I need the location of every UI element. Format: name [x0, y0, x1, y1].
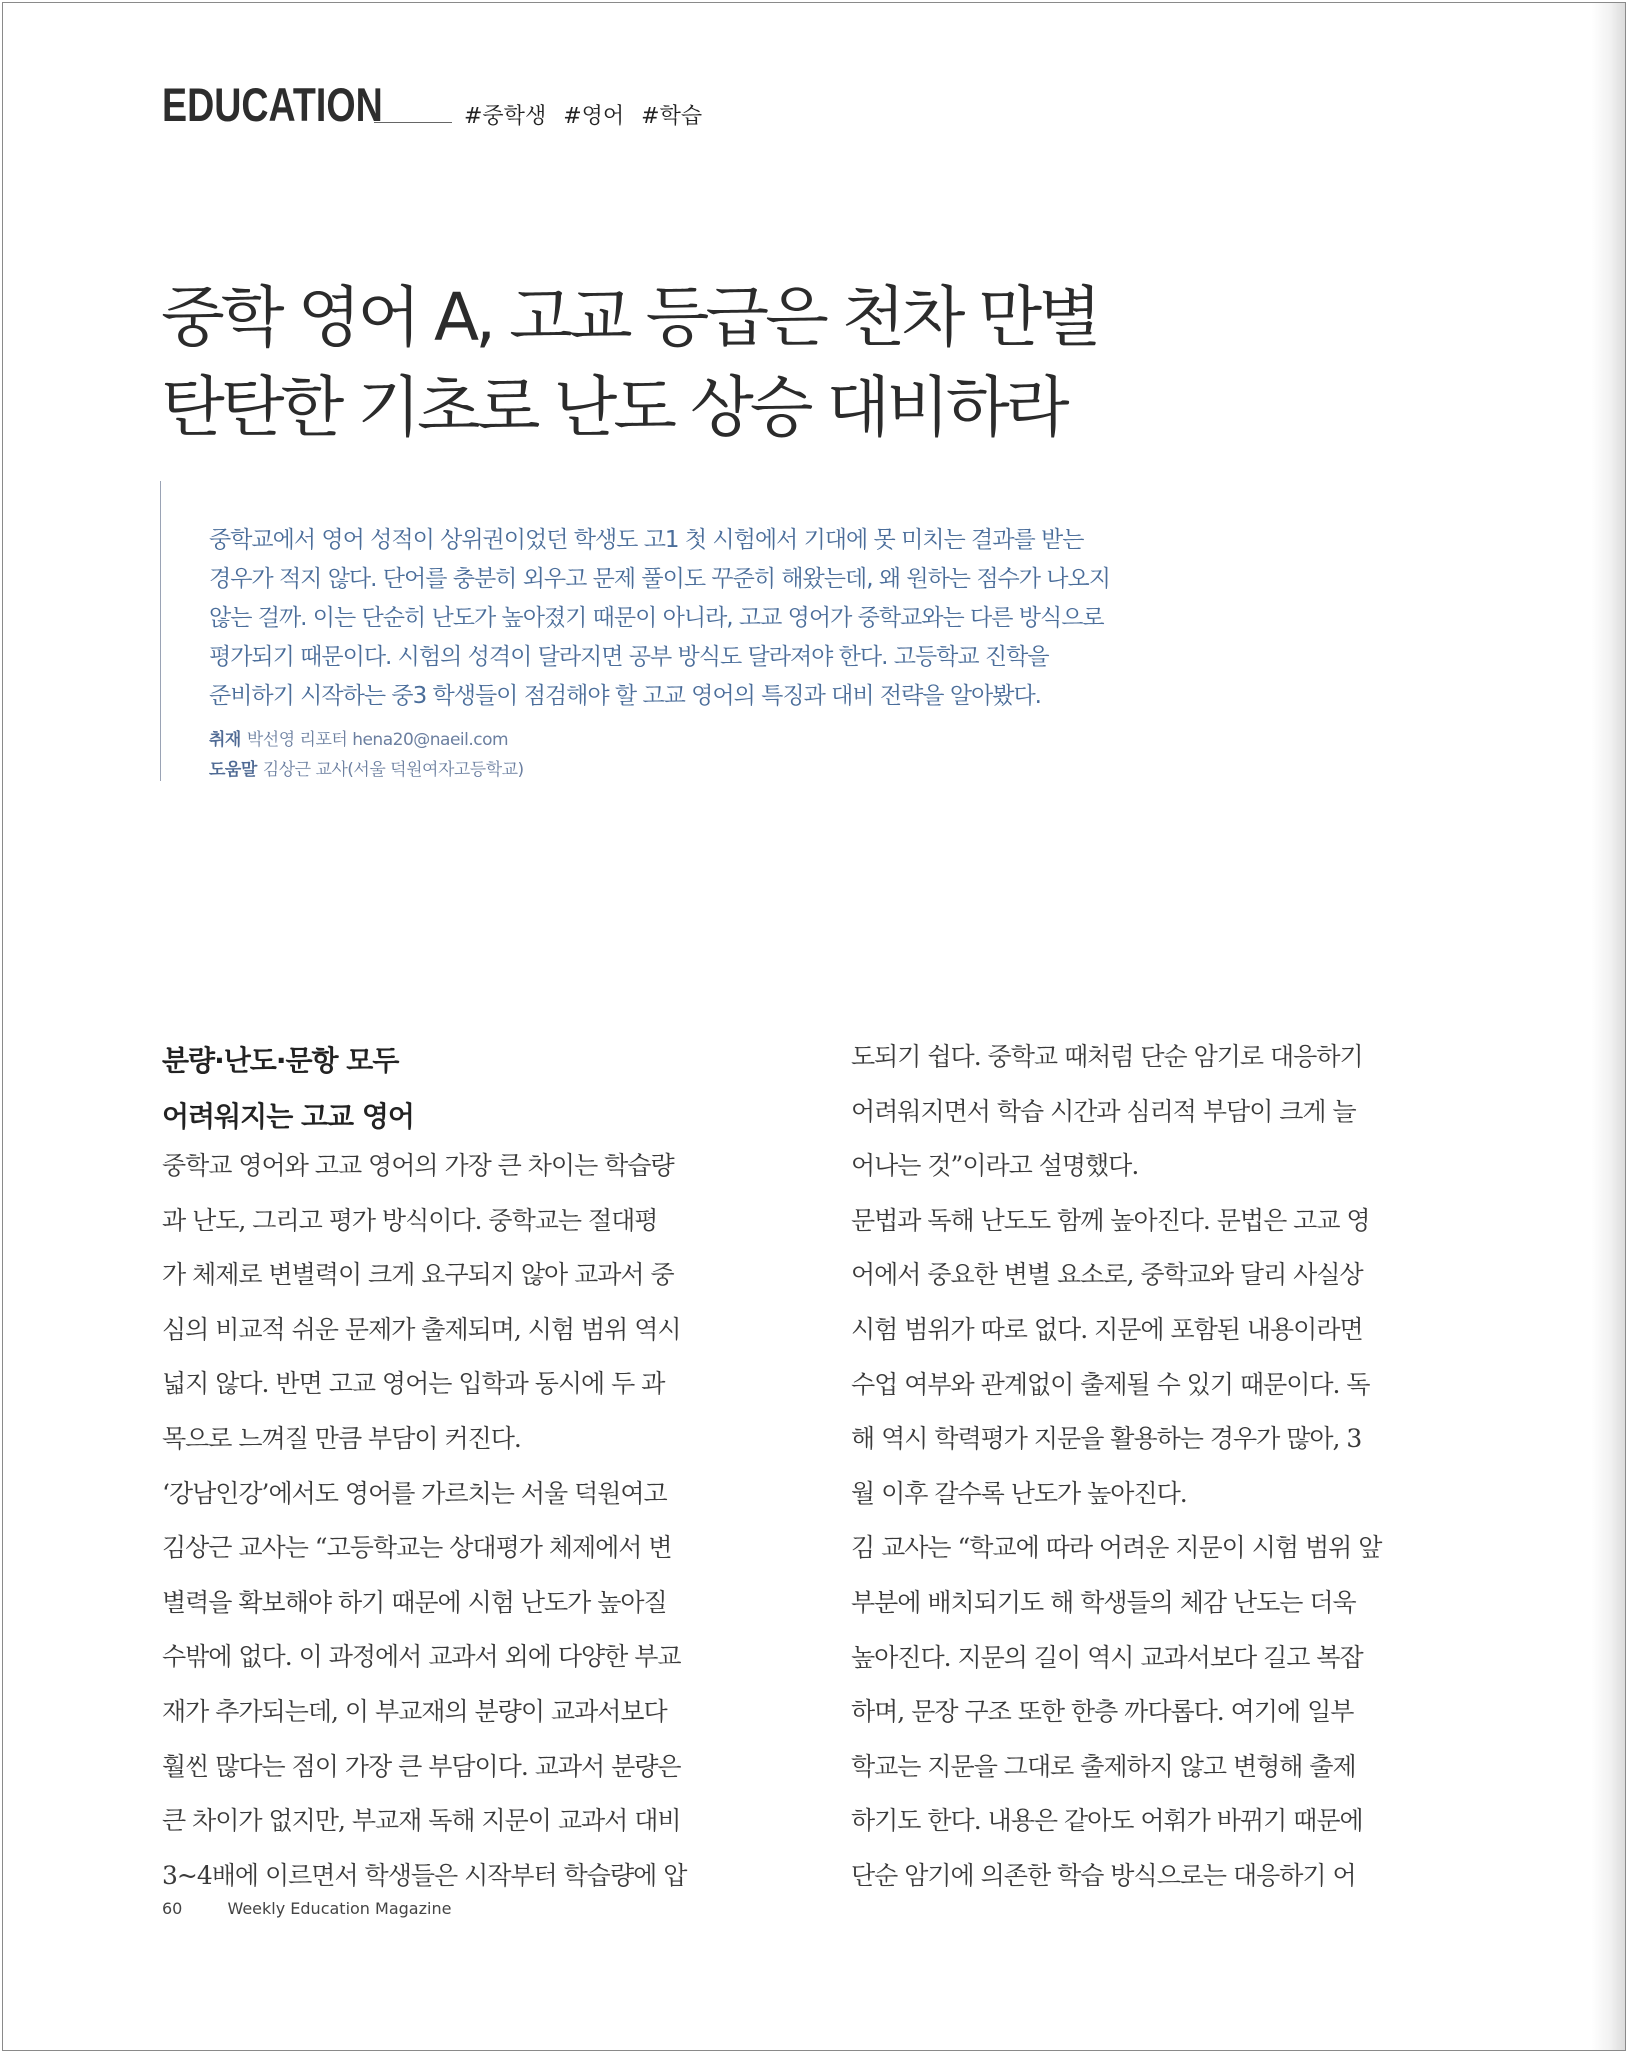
intro-rule: [160, 481, 161, 781]
intro-line: 평가되기 때문이다. 시험의 성격이 달라지면 공부 방식도 달라져야 한다. 고등학교 진학을: [209, 644, 1049, 670]
credit-value: 김상근 교사(서울 덕원여자고등학교): [262, 760, 524, 780]
body-line: 수밖에 없다. 이 과정에서 교과서 외에 다양한 부교: [162, 1642, 681, 1672]
section-header: [162, 77, 1062, 137]
credit-label: 도움말: [209, 760, 257, 780]
body-line: 가 체제로 변별력이 크게 요구되지 않아 교과서 중: [162, 1260, 674, 1290]
credits: [209, 725, 524, 785]
page-footer: [162, 1899, 451, 1918]
body-line: 부분에 배치되기도 해 학생들의 체감 난도는 더욱: [851, 1587, 1356, 1617]
body-line: 도되기 쉽다. 중학교 때처럼 단순 암기로 대응하기: [851, 1042, 1363, 1071]
page-edge-shadow: [1591, 3, 1625, 2050]
header-rule: [374, 122, 452, 123]
body-line: 김상근 교사는 “고등학교는 상대평가 체제에서 변: [162, 1533, 672, 1563]
body-line: 월 이후 갈수록 난도가 높아진다.: [851, 1478, 1187, 1508]
tag: #영어: [563, 104, 625, 129]
body-line: 해 역시 학력평가 지문을 활용하는 경우가 많아, 3: [851, 1424, 1362, 1454]
body-line: 재가 추가되는데, 이 부교재의 분량이 교과서보다: [162, 1696, 667, 1726]
body-line: 김 교사는 “학교에 따라 어려운 지문이 시험 범위 앞: [851, 1533, 1382, 1563]
body-line: 목으로 느껴질 만큼 부담이 커진다.: [162, 1423, 521, 1453]
tag: #중학생: [464, 104, 547, 129]
subhead-line: 분량·난도·문항 모두: [162, 1044, 399, 1077]
headline: [161, 273, 1261, 453]
intro-line: 중학교에서 영어 성적이 상위권이었던 학생도 고1 첫 시험에서 기대에 못 미치는 결과를 받는: [209, 527, 1084, 553]
headline-line: 중학 영어 A, 고교 등급은 천차 만별: [161, 279, 1098, 356]
credit-help: [209, 755, 524, 785]
body-line: 하기도 한다. 내용은 같아도 어휘가 바뀌기 때문에: [851, 1806, 1363, 1836]
subhead-line: 어려워지는 고교 영어: [162, 1100, 414, 1133]
intro-line: 경우가 적지 않다. 단어를 충분히 외우고 문제 풀이도 꾸준히 해왔는데, 왜 원하는 점수가 나오지: [209, 566, 1110, 592]
body-line: ‘강남인강’에서도 영어를 가르치는 서울 덕원여고: [162, 1478, 667, 1508]
magazine-name: Weekly Education Magazine: [227, 1899, 452, 1918]
article-subhead: [162, 1033, 414, 1145]
page-number: 60: [162, 1899, 183, 1918]
magazine-page: [2, 2, 1626, 2051]
tag-list: [464, 99, 712, 130]
body-line: 시험 범위가 따로 없다. 지문에 포함된 내용이라면: [851, 1314, 1363, 1344]
body-line: 수업 여부와 관계없이 출제될 수 있기 때문이다. 독: [851, 1369, 1370, 1399]
credit-label: 취재: [209, 730, 241, 750]
intro-line: 준비하기 시작하는 중3 학생들이 점검해야 할 고교 영어의 특징과 대비 전략을 알아봤다.: [209, 683, 1041, 709]
credit-reporter: [209, 725, 524, 755]
body-line: 어려워지면서 학습 시간과 심리적 부담이 크게 늘: [851, 1096, 1356, 1126]
body-line: 단순 암기에 의존한 학습 방식으로는 대응하기 어: [851, 1860, 1356, 1890]
body-line: 중학교 영어와 고교 영어의 가장 큰 차이는 학습량: [162, 1151, 674, 1180]
intro-line: 않는 걸까. 이는 단순히 난도가 높아졌기 때문이 아니라, 고교 영어가 중학교와는 다른 방식으로: [209, 605, 1104, 631]
body-line: 학교는 지문을 그대로 출제하지 않고 변형해 출제: [851, 1751, 1356, 1781]
body-line: 심의 비교적 쉬운 문제가 출제되며, 시험 범위 역시: [162, 1314, 681, 1344]
intro-paragraph: [209, 521, 1269, 716]
section-label: EDUCATION: [162, 78, 383, 131]
body-line: 넓지 않다. 반면 고교 영어는 입학과 동시에 두 과: [162, 1369, 665, 1399]
body-line: 하며, 문장 구조 또한 한층 까다롭다. 여기에 일부: [851, 1697, 1354, 1727]
body-line: 큰 차이가 없지만, 부교재 독해 지문이 교과서 대비: [162, 1806, 681, 1836]
body-line: 3~4배에 이르면서 학생들은 시작부터 학습량에 압: [162, 1860, 687, 1890]
credit-value: 박선영 리포터 hena20@naeil.com: [246, 730, 509, 750]
body-line: 훨씬 많다는 점이 가장 큰 부담이다. 교과서 분량은: [162, 1751, 681, 1781]
body-line: 어나는 것”이라고 설명했다.: [851, 1151, 1139, 1181]
body-line: 높아진다. 지문의 길이 역시 교과서보다 길고 복잡: [851, 1642, 1363, 1672]
article-column-right: [851, 1030, 1461, 1904]
tag: #학습: [641, 104, 703, 129]
body-line: 어에서 중요한 변별 요소로, 중학교와 달리 사실상: [851, 1260, 1363, 1290]
headline-line: 탄탄한 기초로 난도 상승 대비하라: [161, 369, 1066, 446]
body-line: 문법과 독해 난도도 함께 높아진다. 문법은 고교 영: [851, 1205, 1370, 1235]
body-line: 과 난도, 그리고 평가 방식이다. 중학교는 절대평: [162, 1205, 658, 1235]
article-column-left: [162, 1139, 772, 1903]
body-line: 별력을 확보해야 하기 때문에 시험 난도가 높아질: [162, 1587, 667, 1617]
